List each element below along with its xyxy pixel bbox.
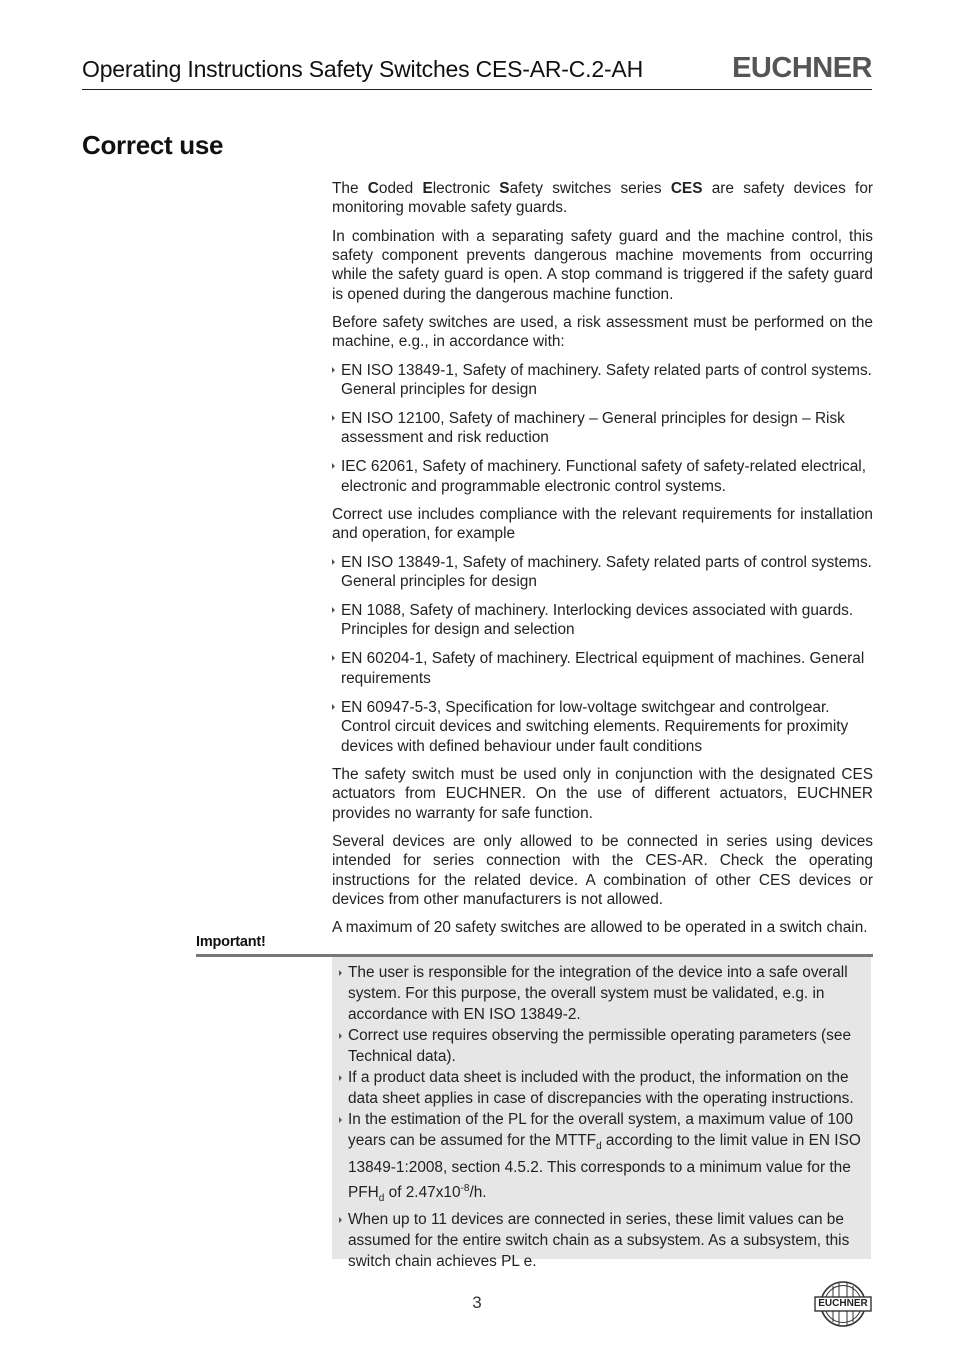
bullet-arrow-icon	[339, 1217, 342, 1223]
bullet-arrow-icon	[339, 970, 342, 976]
bullet-arrow-icon	[339, 1117, 342, 1123]
paragraph: Correct use includes compliance with the relevant requirements for installation and operation, for example	[332, 506, 873, 543]
list-item: EN ISO 13849-1, Safety of machinery. Safety related parts of control systems. General principles for design	[332, 361, 873, 400]
document-title: Operating Instructions Safety Switches CES-AR-C.2-AH	[82, 56, 643, 82]
bullet-arrow-icon	[332, 367, 335, 373]
list-item: EN 60204-1, Safety of machinery. Electrical equipment of machines. General requirements	[332, 649, 873, 688]
list-item: If a product data sheet is included with the product, the information on the data sheet applies in case of discrepancies with the operating instructions.	[339, 1067, 861, 1109]
important-label: Important!	[196, 934, 266, 950]
page-number: 3	[472, 1293, 482, 1312]
bullet-arrow-icon	[339, 1075, 342, 1081]
paragraph: A maximum of 20 safety switches are allowed to be operated in a switch chain.	[332, 919, 868, 937]
paragraph: In combination with a separating safety guard and the machine control, this safety component prevents dangerous machine movements from occurring while the safety guard is open. A stop command is triggered if the safety guard is opened during the dangerous machine function.	[332, 227, 873, 303]
paragraph: Before safety switches are used, a risk assessment must be performed on the machine, e.g., in accordance with:	[332, 314, 873, 351]
list-item: The user is responsible for the integration of the device into a safe overall system. For this purpose, the overall system must be validated, e.g. in accordance with EN ISO 13849-2.	[339, 962, 861, 1025]
body-text	[332, 179, 873, 947]
list-item: EN ISO 12100, Safety of machinery – General principles for design – Risk assessment and risk reduction	[332, 409, 873, 448]
bullet-arrow-icon	[339, 1033, 342, 1039]
bullet-arrow-icon	[332, 704, 335, 710]
page-header	[82, 52, 872, 90]
requirements-list	[332, 553, 873, 756]
important-list	[339, 962, 861, 1272]
bullet-arrow-icon	[332, 559, 335, 565]
list-item: EN 1088, Safety of machinery. Interlocking devices associated with guards. Principles for design and selection	[332, 601, 873, 640]
paragraph: The safety switch must be used only in conjunction with the designated CES actuators from EUCHNER. On the use of different actuators, EUCHNER provides no warranty for safe function.	[332, 765, 873, 822]
list-item: Correct use requires observing the permissible operating parameters (see Technical data).	[339, 1025, 861, 1067]
bullet-arrow-icon	[332, 607, 335, 613]
list-item: IEC 62061, Safety of machinery. Functional safety of safety-related electrical, electronic and programmable electronic control systems.	[332, 457, 873, 496]
list-item: EN ISO 13849-1, Safety of machinery. Safety related parts of control systems. General principles for design	[332, 553, 873, 592]
bullet-arrow-icon	[332, 655, 335, 661]
bullet-arrow-icon	[332, 415, 335, 421]
section-title: Correct use	[82, 130, 224, 160]
important-notice-box	[332, 957, 871, 1271]
brand-logo: EUCHNER	[732, 52, 872, 84]
seal-text: EUCHNER	[818, 1298, 868, 1309]
bullet-arrow-icon	[332, 463, 335, 469]
list-item: EN 60947-5-3, Specification for low-voltage switchgear and controlgear. Control circuit devices and switching elements. Requirements for proximity devices with defined behaviour under fault conditions	[332, 698, 873, 756]
standards-list	[332, 361, 873, 497]
list-item: In the estimation of the PL for the overall system, a maximum value of 100 years can be assumed for the $MTTF_d$ according to the limit value in EN ISO 13849-1:2008, section 4.5.2. This corresponds to a minimum value for the $PFH_d$ of $2.47x10^{-8}/h$.	[339, 1109, 861, 1209]
paragraph: Several devices are only allowed to be connected in series using devices intended for series connection with the CES-AR. Check the operating instructions for the related device. A combination of other CES devices or devices from other manufacturers is not allowed.	[332, 832, 873, 909]
list-item: When up to 11 devices are connected in series, these limit values can be assumed for the entire switch chain as a subsystem. As a subsystem, this switch chain achieves PL e.	[339, 1209, 861, 1272]
intro-paragraph: The Coded Electronic Safety switches series CES are safety devices for monitoring movable safety guards.	[332, 180, 874, 217]
